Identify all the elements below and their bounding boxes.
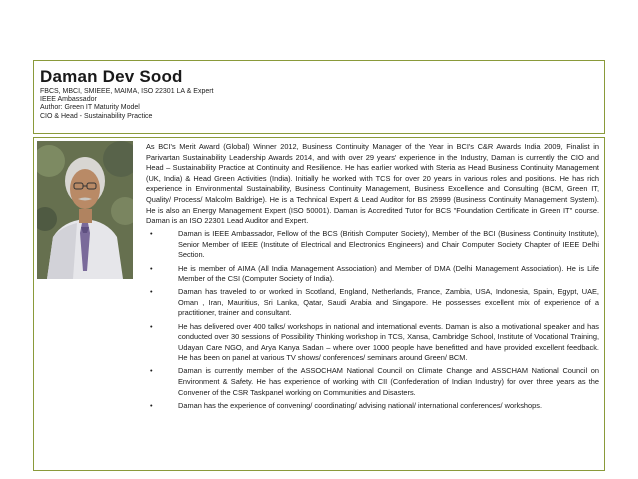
bullet-text: Daman is IEEE Ambassador, Fellow of the BCS (British Computer Society), Member of the BCI (Business Continuity Institute), Senior Member of IEEE (Institute of Electrical and Electronics Engineers) and Chair Computer Society Chapter of IEEE Delhi Section. (178, 229, 599, 260)
bullet-text: Daman has the experience of convening/ coordinating/ advising national/ international conferences/ workshops. (178, 400, 543, 410)
bullet-icon: • (150, 229, 153, 239)
list-item (146, 366, 599, 398)
bio-section (146, 142, 599, 411)
bullet-icon: • (150, 263, 153, 273)
list-item (146, 322, 599, 364)
profile-photo (37, 141, 133, 279)
bullet-text: He is member of AIMA (All India Management Association) and Member of DMA (Delhi Management Association). He is Life Member of the CSI (Computer Society of India). (178, 263, 599, 284)
bullet-icon: • (150, 287, 153, 297)
bio-bullet-list (146, 229, 599, 411)
bullet-text: He has delivered over 400 talks/ workshops in national and international events. Daman is also a motivational speaker and has conducted over 30 sessions of Possibility Thinking workshop in TCS, Xansa, Cambridge School, Institute of Vocational Training, Udayan Care NGO, and Arya Kanya Sadan – where over 1000 people have benefitted and have provided excellent feedback. He has been on panel at various TV shows/ conferences/ seminars around Green/ BCM. (178, 321, 599, 363)
list-item (146, 287, 599, 319)
list-item (146, 401, 599, 412)
bullet-text: Daman has traveled to or worked in Scotland, England, Netherlands, France, Zambia, USA, Indonesia, Spain, Egypt, UAE, Oman , Iran, Mauritius, Sri Lanka, Qatar, Saudi Arabia and Singapore. He possesses excellent mix of experience of a practitioner, trainer and consultant. (178, 287, 599, 318)
bullet-icon: • (150, 321, 153, 331)
bullet-text: Daman is currently member of the ASSOCHAM National Council on Climate Change and ASSCHAM National Council on Environment & Safety. He has experience of working with CII (Confederation of Indian Industry) for over three years as the Convener of the CSR Taskpanel working on Communities and Disasters. (178, 366, 599, 397)
bullet-icon: • (150, 400, 153, 410)
credentials-line: FBCS, MBCI, SMIEEE, MAIMA, ISO 22301 LA & Expert (40, 88, 214, 95)
list-item (146, 229, 599, 261)
bio-intro: As BCI's Merit Award (Global) Winner 2012, Business Continuity Manager of the Year in BCI's C&R Awards India 2009, Finalist in Parivartan Sustainability Leadership Awards 2014, and with over 29 years' experience in the Industry, Daman is currently the CIO and Head – Sustainability Practice at Continuity and Resilience. He has earlier worked with Steria as Head Business Continuity Management (UK, India) & Head Green Activities (India). Initially he worked with TCS for over 20 years in various roles and positions. He has rich experience in Environmental Sustainability, Business Continuity Management, Business Excellence and Consulting (BCM, Green IT, Quality/ Process/ Malcolm Baldrige). He is a Technical Expert & Lead Auditor for BS 25999 (Business Continuity Management System). He is also an Energy Management Expert (ISO 50001). Daman is Accredited Tutor for BCS "Foundation Certificate in Green IT" course. Daman is an ISO 22301 Lead Auditor and Expert. (146, 142, 599, 226)
list-item (146, 264, 599, 285)
person-name: Daman Dev Sood (40, 67, 183, 86)
title-line: CIO & Head - Sustainability Practice (40, 112, 153, 120)
author-line: Author: Green IT Maturity Model (40, 104, 140, 112)
bullet-icon: • (150, 366, 153, 376)
credentials (40, 88, 214, 121)
role-line: IEEE Ambassador (40, 96, 97, 104)
